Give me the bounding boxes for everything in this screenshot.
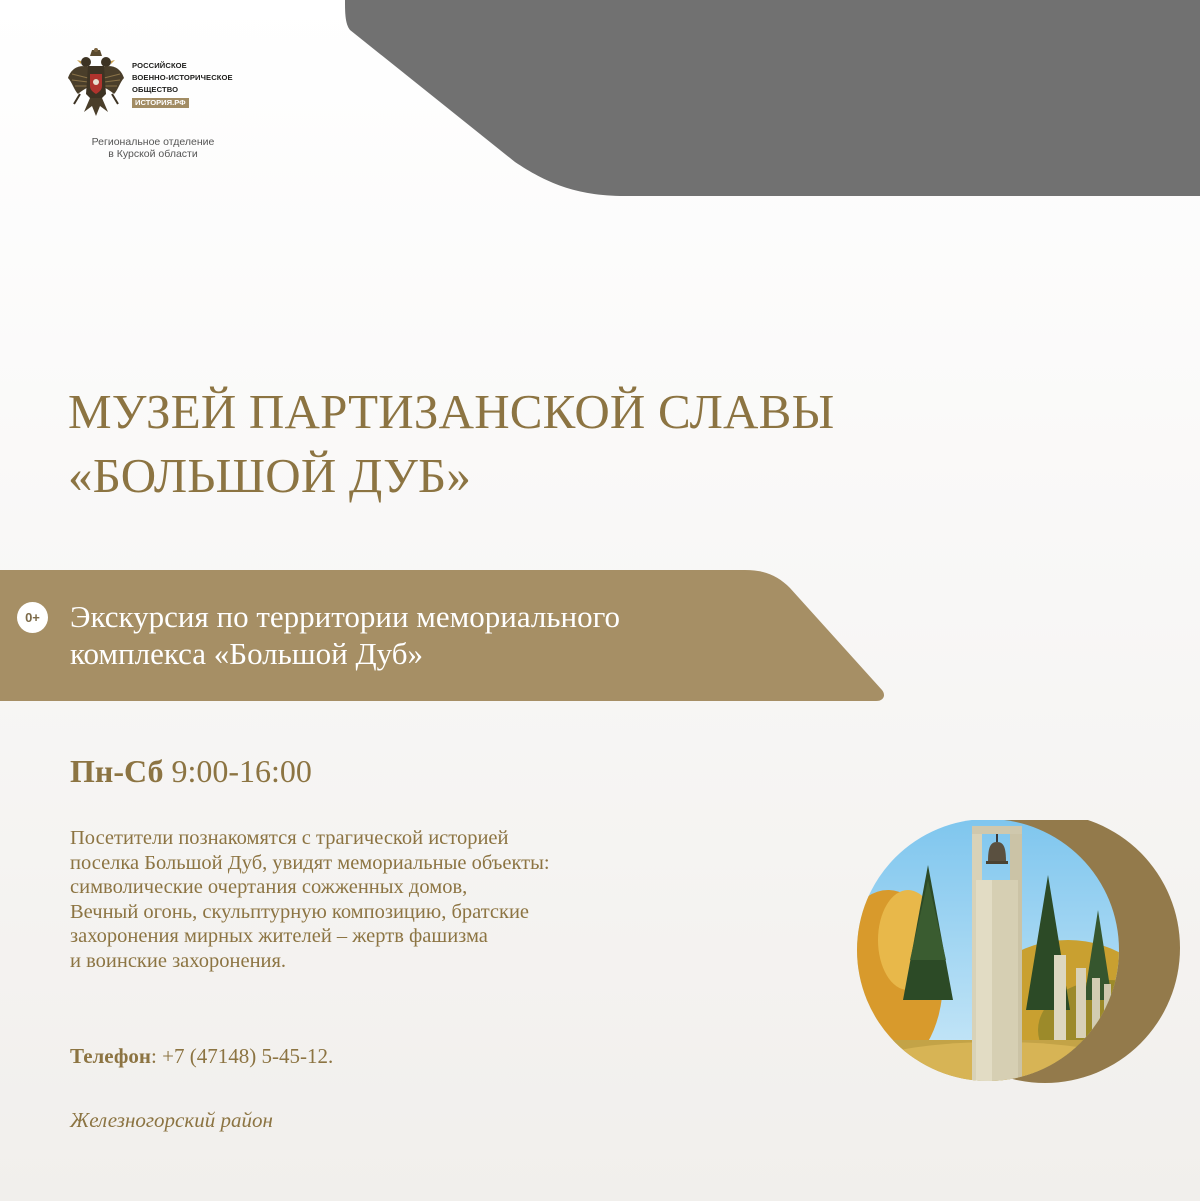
region-caption (70, 136, 236, 160)
double-headed-eagle-icon (66, 48, 126, 120)
org-site-badge: ИСТОРИЯ.РФ (132, 98, 189, 108)
page-title-line2: «БОЛЬШОЙ ДУБ» (68, 448, 472, 503)
memorial-photo (848, 820, 1188, 1095)
region-caption-line1: Региональное отделение (91, 136, 215, 148)
org-name-line1: РОССИЙСКОЕ (132, 61, 187, 70)
description-text: Посетители познакомятся с трагической историей поселка Большой Дуб, увидят мемориальные объекты: символические очертания сожженных домов, Вечный огонь, скульптурную композицию, братские захоронения мирных жителей – жертв фашизма и воинские захоронения. (70, 827, 550, 972)
phone-info[interactable] (70, 1044, 333, 1069)
phone-label: Телефон (70, 1044, 152, 1068)
phone-separator: : (151, 1044, 157, 1068)
page-title (68, 380, 1068, 508)
excursion-title-line2: комплекса «Большой Дуб» (70, 636, 423, 671)
schedule-hours: 9:00-16:00 (171, 753, 312, 789)
phone-number[interactable]: +7 (47148) 5-45-12. (162, 1044, 334, 1068)
org-name-line3: ОБЩЕСТВО (132, 85, 179, 94)
region-caption-line2: в Курской области (108, 148, 198, 160)
district-label: Железногорский район (70, 1108, 273, 1132)
schedule-days: Пн-Сб (70, 753, 164, 789)
excursion-title-line1: Экскурсия по территории мемориального (70, 599, 621, 634)
page-title-line1: МУЗЕЙ ПАРТИЗАНСКОЙ СЛАВЫ (68, 384, 835, 439)
schedule (70, 753, 312, 790)
org-name-line2: ВОЕННО-ИСТОРИЧЕСКОЕ (132, 73, 233, 82)
organization-logo[interactable] (0, 0, 260, 170)
age-rating-badge: 0+ (17, 602, 48, 633)
excursion-title (70, 598, 830, 672)
